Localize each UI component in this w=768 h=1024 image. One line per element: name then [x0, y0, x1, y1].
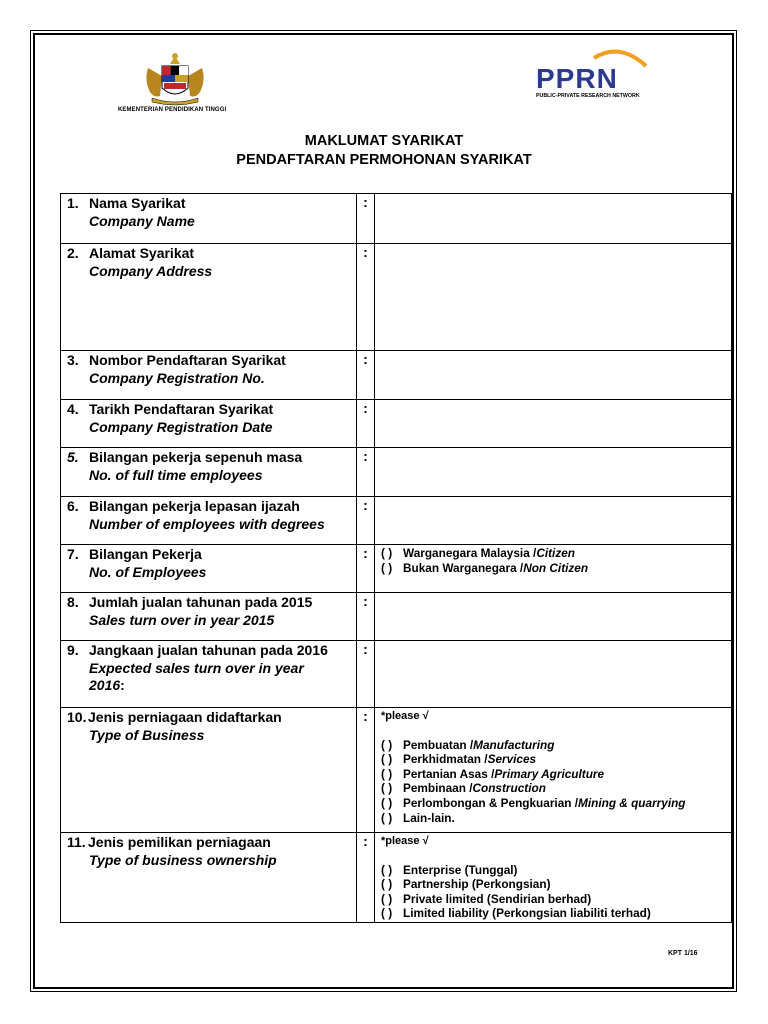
row-number: 5.: [67, 449, 79, 465]
label-english: Sales turn over in year 2015: [89, 611, 275, 628]
label-malay: Nama Syarikat: [89, 195, 186, 211]
field-label-cell: [61, 448, 357, 497]
field-label-cell: [61, 545, 357, 593]
row-number: 3.: [67, 352, 79, 368]
form-row-registration-date: [61, 400, 732, 448]
option-limited-liability[interactable]: ( ) Limited liability (Perkongsian liabiliti terhad): [381, 906, 651, 921]
option-non-citizen[interactable]: ( ) Bukan Warganegara / Non Citizen: [381, 560, 589, 575]
checkbox[interactable]: ( ): [381, 891, 393, 906]
colon-separator: :: [357, 351, 375, 400]
coat-of-arms-logo: [140, 52, 210, 106]
field-label-cell: [61, 641, 357, 708]
form-row-sales-2015: [61, 593, 732, 641]
row-number: 11.: [67, 834, 86, 850]
form-row-company-name: [61, 194, 732, 244]
checkbox[interactable]: ( ): [381, 877, 393, 892]
registration-no-input[interactable]: [375, 351, 732, 400]
checkbox[interactable]: ( ): [381, 795, 393, 810]
document-title: MAKLUMAT SYARIKAT: [304, 133, 464, 149]
fulltime-employees-input[interactable]: [375, 448, 732, 497]
label-english: Type of business ownership: [89, 851, 277, 868]
please-tick-note: *please √: [381, 835, 429, 847]
field-label-cell: [61, 244, 357, 351]
row-number: 6.: [67, 498, 79, 514]
row-number: 10.: [67, 709, 87, 725]
colon-separator: :: [357, 641, 375, 708]
logo-text: PPRN: [536, 63, 618, 94]
field-label-cell: [61, 351, 357, 400]
label-malay: Bilangan pekerja sepenuh masa: [89, 449, 303, 465]
expected-sales-2016-input[interactable]: [375, 641, 732, 708]
form-row-company-address: [61, 244, 732, 351]
colon-separator: :: [357, 593, 375, 641]
option-manufacturing[interactable]: ( ) Pembuatan / Manufacturing: [381, 737, 555, 752]
checkbox[interactable]: ( ): [381, 560, 393, 575]
label-malay: Jenis pemilikan perniagaan: [88, 834, 271, 850]
ministry-label: KEMENTERIAN PENDIDIKAN TINGGI: [118, 107, 227, 113]
option-citizen[interactable]: ( ) Warganegara Malaysia / Citizen: [381, 546, 575, 560]
label-malay: Jangkaan jualan tahunan pada 2016: [89, 642, 328, 658]
checkbox[interactable]: ( ): [381, 781, 393, 796]
checkbox[interactable]: ( ): [381, 752, 393, 767]
label-english: Type of Business: [89, 726, 205, 743]
form-row-degree-employees: [61, 497, 732, 545]
registration-date-input[interactable]: [375, 400, 732, 448]
form-row-expected-sales-2016: [61, 641, 732, 708]
colon-separator: :: [357, 545, 375, 593]
option-partnership[interactable]: ( ) Partnership (Perkongsian): [381, 877, 551, 892]
colon-separator: :: [357, 194, 375, 244]
label-english: No. of Employees: [89, 563, 207, 580]
row-number: 2.: [67, 245, 79, 261]
field-label-cell: [61, 833, 357, 923]
field-label-cell: [61, 194, 357, 244]
company-name-input[interactable]: [375, 194, 732, 244]
row-number: 8.: [67, 594, 79, 610]
row-number: 1.: [67, 195, 79, 211]
label-malay: Alamat Syarikat: [89, 245, 195, 261]
field-label-cell: [61, 400, 357, 448]
checkbox[interactable]: ( ): [381, 737, 393, 752]
colon-separator: :: [357, 400, 375, 448]
checkbox[interactable]: ( ): [381, 546, 393, 560]
label-malay: Jenis perniagaan didaftarkan: [88, 709, 282, 725]
label-english: Number of employees with degrees: [89, 515, 325, 532]
label-malay: Nombor Pendaftaran Syarikat: [89, 352, 286, 368]
form-code: KPT 1/16: [668, 950, 698, 957]
row-number: 4.: [67, 401, 79, 417]
label-malay: Bilangan Pekerja: [89, 546, 202, 562]
company-info-form: [60, 193, 732, 923]
checkbox[interactable]: ( ): [381, 906, 393, 921]
label-malay: Bilangan pekerja lepasan ijazah: [89, 498, 300, 514]
colon-separator: :: [357, 448, 375, 497]
label-english: No. of full time employees: [89, 466, 263, 483]
form-row-employees: [61, 545, 732, 593]
sales-2015-input[interactable]: [375, 593, 732, 641]
colon-separator: :: [357, 833, 375, 923]
label-malay: Tarikh Pendaftaran Syarikat: [89, 401, 274, 417]
option-services[interactable]: ( ) Perkhidmatan / Services: [381, 752, 537, 767]
label-english-continued: 2016:: [89, 677, 125, 693]
business-type-options-cell: [375, 708, 732, 833]
label-malay: Jumlah jualan tahunan pada 2015: [89, 594, 313, 610]
option-private-limited[interactable]: ( ) Private limited (Sendirian berhad): [381, 891, 592, 906]
checkbox[interactable]: ( ): [381, 862, 393, 877]
form-row-ownership-type: [61, 833, 732, 923]
label-english: Company Registration Date: [89, 418, 273, 435]
label-english: Company Registration No.: [89, 369, 265, 386]
employees-options-cell: [375, 545, 732, 593]
please-tick-note: *please √: [381, 710, 429, 722]
logo-subtitle: PUBLIC-PRIVATE RESEARCH NETWORK: [536, 93, 640, 99]
form-row-registration-no: [61, 351, 732, 400]
label-english: Expected sales turn over in year: [89, 659, 304, 676]
label-english: Company Address: [89, 262, 213, 279]
option-enterprise[interactable]: ( ) Enterprise (Tunggal): [381, 862, 518, 877]
field-label-cell: [61, 708, 357, 833]
label-english: Company Name: [89, 212, 195, 229]
degree-employees-input[interactable]: [375, 497, 732, 545]
field-label-cell: [61, 593, 357, 641]
company-address-input[interactable]: [375, 244, 732, 351]
option-primary-agriculture[interactable]: ( ) Pertanian Asas / Primary Agriculture: [381, 766, 605, 781]
option-others[interactable]: ( ) Lain-lain.: [381, 810, 455, 825]
colon-separator: :: [357, 708, 375, 833]
checkbox[interactable]: ( ): [381, 766, 393, 781]
colon-separator: :: [357, 244, 375, 351]
ownership-options-cell: [375, 833, 732, 923]
row-number: 9.: [67, 642, 79, 658]
colon-separator: :: [357, 497, 375, 545]
pprn-logo: [532, 48, 656, 100]
form-row-business-type: [61, 708, 732, 833]
field-label-cell: [61, 497, 357, 545]
option-mining-quarrying[interactable]: ( ) Perlombongan & Pengkuarian / Mining & quarrying: [381, 795, 686, 810]
checkbox[interactable]: ( ): [381, 810, 393, 825]
document-subtitle: PENDAFTARAN PERMOHONAN SYARIKAT: [236, 152, 532, 168]
form-row-fulltime-employees: [61, 448, 732, 497]
row-number: 7.: [67, 546, 79, 562]
option-construction[interactable]: ( ) Pembinaan / Construction: [381, 781, 546, 796]
